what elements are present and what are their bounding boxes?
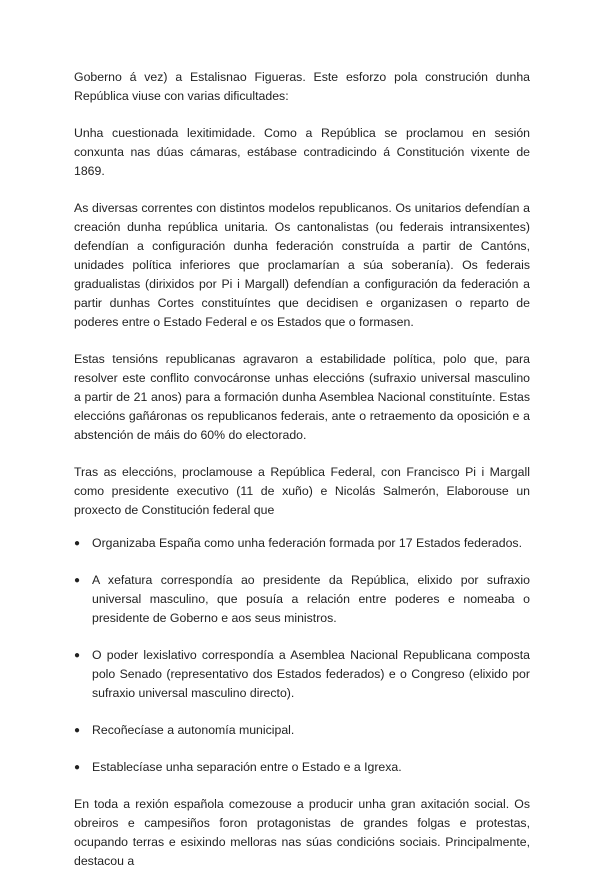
list-item xyxy=(74,646,530,703)
constitution-bullet-list xyxy=(74,534,530,777)
list-item xyxy=(74,534,530,553)
list-item-text: A xefatura correspondía ao presidente da República, elixido por sufraxio universal masculino, que posuía a relación entre poderes e nomeaba o presidente de Goberno e aos seus ministros. xyxy=(92,573,530,625)
document-page xyxy=(74,68,530,871)
list-item-text: Organizaba España como unha federación formada por 17 Estados federados. xyxy=(92,536,522,550)
bullet-icon: ● xyxy=(74,575,81,586)
bullet-icon: ● xyxy=(74,762,81,773)
paragraph-intro: Goberno á vez) a Estalisnao Figueras. Este esforzo pola construción dunha República viuse con varias dificultades: xyxy=(74,70,530,103)
bullet-icon: ● xyxy=(74,650,81,661)
paragraph-tensions: Estas tensións republicanas agravaron a estabilidade política, polo que, para resolver este conflito convocáronse unhas eleccións (sufraxio universal masculino a partir de 21 anos) para a formación dunha Asemblea Nacional constituínte. Estas eleccións gañáronas os republicanos federais, ante o retraemento da oposición e a abstención de máis do 60% do electorado. xyxy=(74,352,530,442)
list-item xyxy=(74,758,530,777)
list-item-text: Establecíase unha separación entre o Estado e a Igrexa. xyxy=(92,760,402,774)
list-item-text: O poder lexislativo correspondía a Asemblea Nacional Republicana composta polo Senado (representativo dos Estados federados) e o Congreso (elixido por sufraxio universal masculino directo). xyxy=(92,648,530,700)
bullet-icon: ● xyxy=(74,538,81,549)
bullet-icon: ● xyxy=(74,725,81,736)
paragraph-social-unrest: En toda a rexión española comezouse a producir unha gran axitación social. Os obreiros e campesiños foron protagonistas de grandes folgas e protestas, ocupando terras e esixindo melloras nas súas condicións sociais. Principalmente, destacou a xyxy=(74,797,530,868)
list-item xyxy=(74,571,530,628)
list-item-text: Recoñecíase a autonomía municipal. xyxy=(92,723,295,737)
paragraph-currents: As diversas correntes con distintos modelos republicanos. Os unitarios defendían a creación dunha república unitaria. Os cantonalistas (ou federais intransixentes) defendían a configuración dunha federación construída a partir de Cantóns, unidades política inferiores que proclamarían a súa soberanía). Os federais gradualistas (dirixidos por Pi i Margall) defendían a configuración da federación a partir dunhas Cortes constituíntes que decidisen e organizasen o reparto de poderes entre o Estado Federal e os Estados que o formasen. xyxy=(74,201,530,329)
paragraph-legitimacy: Unha cuestionada lexitimidade. Como a República se proclamou en sesión conxunta nas dúas cámaras, estábase contradicindo á Constitución vixente de 1869. xyxy=(74,126,530,178)
paragraph-elections: Tras as eleccións, proclamouse a República Federal, con Francisco Pi i Margall como presidente executivo (11 de xuño) e Nicolás Salmerón, Elaborouse un proxecto de Constitución federal que xyxy=(74,465,530,517)
list-item xyxy=(74,721,530,740)
